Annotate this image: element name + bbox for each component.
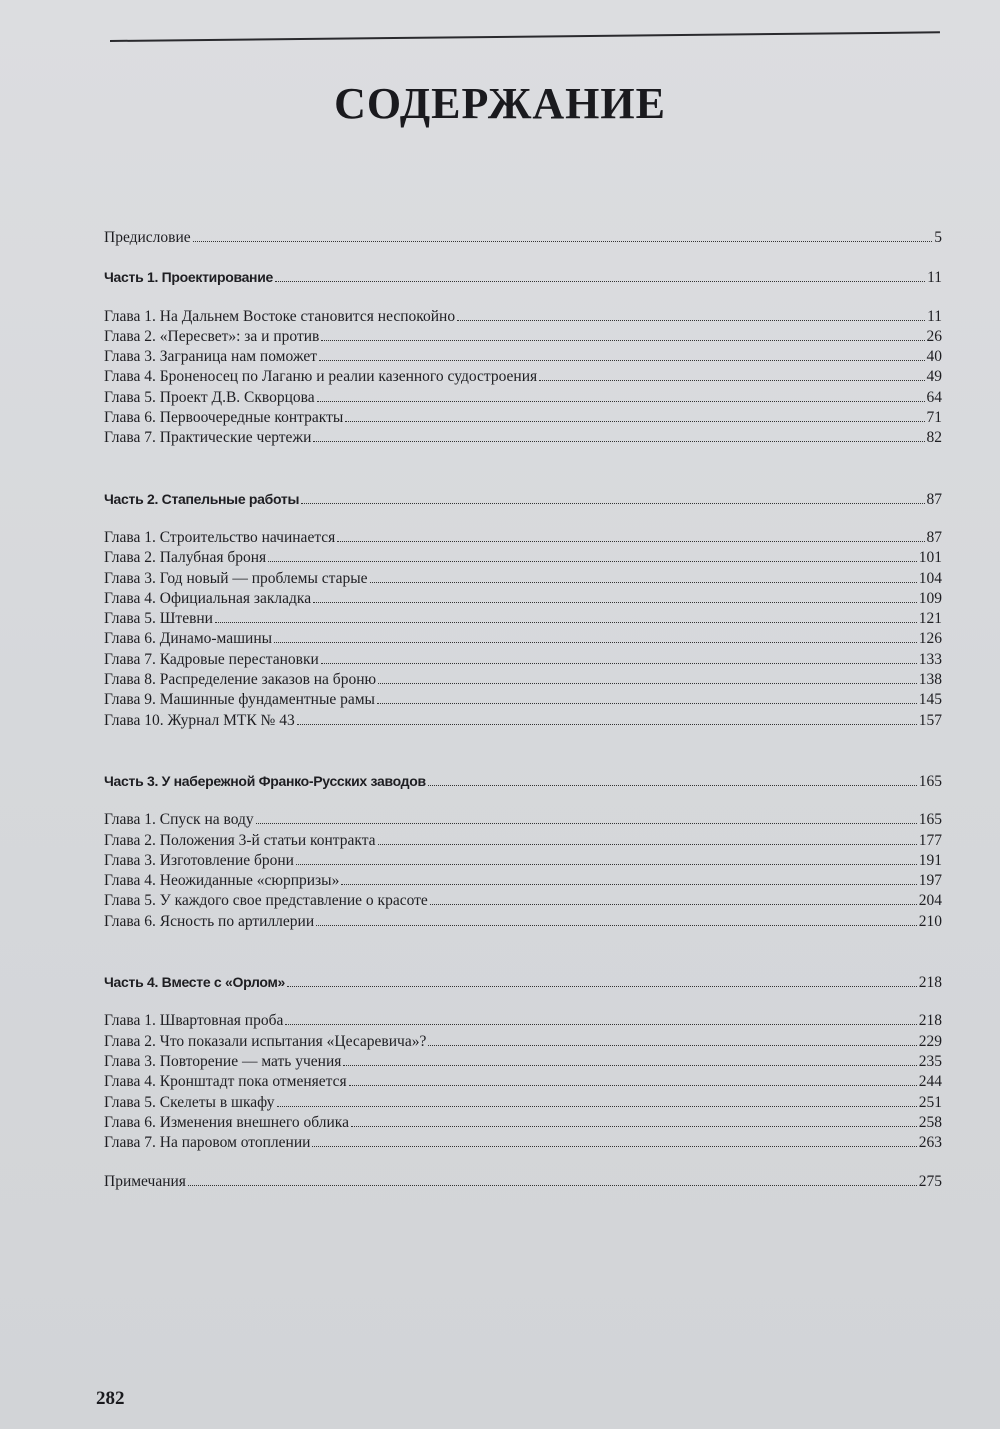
toc-chapter[interactable] [104,569,942,589]
dot-leader [313,602,917,603]
toc-chapter-page: 210 [918,912,942,930]
toc-chapter-page: 229 [918,1032,942,1050]
dot-leader [539,380,924,381]
toc-part-page: 165 [918,772,942,790]
toc-chapter-page: 121 [918,610,942,628]
toc-chapter-label: Глава 7. Кадровые перестановки [104,650,319,668]
toc-chapter-page: 138 [918,671,942,689]
toc-chapter-page: 40 [926,348,942,366]
toc-chapter[interactable] [104,1072,942,1092]
toc-entry-notes[interactable] [104,1172,942,1192]
dot-leader [378,844,917,845]
toc-entry-page: 5 [934,229,942,246]
toc-chapter-label: Глава 4. Броненосец по Лаганю и реалии казенного судостроения [104,368,538,386]
toc-part-page: 87 [926,490,942,508]
dot-leader [321,663,917,664]
toc-chapter-label: Глава 4. Официальная закладка [104,589,312,607]
toc-part-page: 218 [918,974,942,992]
dot-leader [297,724,917,725]
dot-leader [277,1106,917,1107]
dot-leader [430,904,917,905]
toc-chapter[interactable] [104,367,942,387]
toc-chapter[interactable] [104,851,942,871]
dot-leader [370,582,917,583]
dot-leader [256,823,917,824]
toc-part-2[interactable] [104,489,942,509]
dot-leader [193,241,933,242]
toc-chapter[interactable] [104,650,942,670]
dot-leader [428,785,917,786]
toc-chapter-page: 11 [927,307,942,325]
toc-entry-preface[interactable] [104,228,942,248]
toc-chapter[interactable] [104,609,942,629]
dot-leader [274,642,917,643]
dot-leader [312,1146,916,1147]
dot-leader [378,683,917,684]
toc-chapter-page: 204 [918,892,942,910]
toc-chapter-page: 145 [918,691,942,709]
toc-entry-label: Примечания [104,1173,186,1191]
toc-chapter[interactable] [104,589,942,609]
dot-leader [296,864,917,865]
toc-chapter[interactable] [104,327,942,347]
toc-chapter[interactable] [104,428,942,448]
dot-leader [188,1185,917,1186]
toc-part-1[interactable] [104,267,942,287]
toc-chapter-page: 109 [918,589,942,607]
toc-chapter-page: 71 [926,409,942,427]
dot-leader [377,703,917,704]
toc-chapter-label: Глава 2. «Пересвет»: за и против [104,327,320,345]
toc-chapter-label: Глава 5. Скелеты в шкафу [104,1093,275,1111]
dot-leader [341,884,916,885]
toc-chapter[interactable] [104,831,942,851]
toc-chapter-label: Глава 1. Строительство начинается [104,528,336,546]
dot-leader [319,360,925,361]
toc-chapter-page: 82 [926,429,942,447]
toc-chapter-page: 133 [918,650,942,668]
toc-chapter-label: Глава 10. Журнал МТК № 43 [104,711,295,729]
toc-part-label: Часть 4. Вместе с «Орлом» [104,974,285,991]
toc-chapter-page: 197 [918,872,942,890]
toc-chapter[interactable] [104,690,942,710]
toc-chapter-label: Глава 6. Динамо-машины [104,630,273,648]
toc-part-3[interactable] [104,771,942,791]
dot-leader [337,541,924,542]
toc-chapter-page: 157 [918,711,942,729]
dot-leader [345,421,924,422]
dot-leader [351,1126,917,1127]
toc-chapter-label: Глава 5. Штевни [104,610,213,628]
dot-leader [457,320,925,321]
page-number: 282 [96,1388,125,1409]
toc-chapter-page: 218 [918,1012,942,1030]
toc-chapter-page: 64 [926,388,942,406]
toc-chapter-label: Глава 7. На паровом отоплении [104,1134,311,1152]
dot-leader [268,561,917,562]
toc-chapter-label: Глава 1. Швартовная проба [104,1012,284,1030]
toc-chapter-label: Глава 3. Изготовление брони [104,851,294,869]
toc-chapter-label: Глава 5. У каждого свое представление о красоте [104,892,428,910]
toc-chapter[interactable] [104,1052,942,1072]
toc-chapter-page: 126 [918,630,942,648]
toc-chapter[interactable] [104,347,942,367]
toc-chapter-label: Глава 1. На Дальнем Востоке становится неспокойно [104,307,456,325]
toc-chapter-page: 101 [918,549,942,567]
toc-part-label: Часть 1. Проектирование [104,269,274,286]
toc-chapter-label: Глава 3. Заграница нам поможет [104,348,317,366]
dot-leader [317,401,925,402]
toc-chapter-label: Глава 6. Ясность по артиллерии [104,912,315,930]
dot-leader [215,622,917,623]
toc-chapter[interactable] [104,1093,942,1113]
toc-chapter-label: Глава 8. Распределение заказов на броню [104,671,377,689]
toc-chapter-label: Глава 2. Что показали испытания «Цесаревича»? [104,1032,427,1050]
toc-chapter-page: 87 [926,528,942,546]
toc-chapter-label: Глава 4. Неожиданные «сюрпризы» [104,872,340,890]
toc-chapter-label: Глава 7. Практические чертежи [104,429,312,447]
dot-leader [285,1024,916,1025]
dot-leader [316,925,917,926]
toc-chapter-label: Глава 9. Машинные фундаментные рамы [104,691,375,709]
toc-entry-page: 275 [918,1173,942,1191]
toc-chapter-page: 191 [918,851,942,869]
toc-chapter-label: Глава 6. Первоочередные контракты [104,409,344,427]
toc-chapter[interactable] [104,670,942,690]
toc-chapter[interactable] [104,810,942,830]
toc-chapter-page: 104 [918,569,942,587]
toc-chapter-label: Глава 3. Повторение — мать учения [104,1052,342,1070]
table-of-contents [104,228,942,1193]
toc-chapter[interactable] [104,1032,942,1052]
toc-chapter-label: Глава 3. Год новый — проблемы старые [104,569,368,587]
toc-chapter-label: Глава 5. Проект Д.В. Скворцова [104,388,315,406]
page-title: СОДЕРЖАНИЕ [334,79,666,128]
dot-leader [428,1045,916,1046]
toc-entry-label: Предисловие [104,229,191,246]
dot-leader [287,986,917,987]
toc-chapter[interactable] [104,891,942,911]
toc-part-label: Часть 3. У набережной Франко-Русских заводов [104,772,426,789]
toc-chapter[interactable] [104,629,942,649]
header-rule [110,31,940,42]
toc-chapter[interactable] [104,408,942,428]
toc-chapter[interactable] [104,1133,942,1153]
toc-chapter[interactable] [104,711,942,731]
toc-chapter[interactable] [104,871,942,891]
toc-chapter-page: 177 [918,831,942,849]
toc-chapter[interactable] [104,388,942,408]
toc-chapter-page: 165 [918,811,942,829]
toc-chapter[interactable] [104,912,942,932]
toc-part-4[interactable] [104,972,942,992]
toc-part-page: 11 [927,269,942,287]
toc-chapter-page: 49 [926,368,942,386]
toc-chapter[interactable] [104,548,942,568]
dot-leader [321,340,924,341]
toc-chapter-label: Глава 4. Кронштадт пока отменяется [104,1073,347,1091]
toc-part-label: Часть 2. Стапельные работы [104,490,300,507]
dot-leader [301,503,924,504]
toc-chapter-page: 26 [926,327,942,345]
toc-chapter[interactable] [104,528,942,548]
dot-leader [343,1065,916,1066]
toc-chapter-label: Глава 2. Палубная броня [104,549,267,567]
dot-leader [349,1085,917,1086]
dot-leader [275,281,925,282]
toc-chapter[interactable] [104,1113,942,1133]
toc-chapter[interactable] [104,1011,942,1031]
dot-leader [313,441,924,442]
toc-chapter-page: 251 [918,1093,942,1111]
toc-chapter-label: Глава 6. Изменения внешнего облика [104,1113,349,1131]
toc-chapter-page: 244 [918,1073,942,1091]
toc-chapter[interactable] [104,307,942,327]
toc-chapter-page: 235 [918,1052,942,1070]
toc-chapter-page: 258 [918,1113,942,1131]
toc-chapter-label: Глава 1. Спуск на воду [104,811,254,829]
toc-chapter-label: Глава 2. Положения 3-й статьи контракта [104,831,376,849]
toc-chapter-page: 263 [918,1134,942,1152]
